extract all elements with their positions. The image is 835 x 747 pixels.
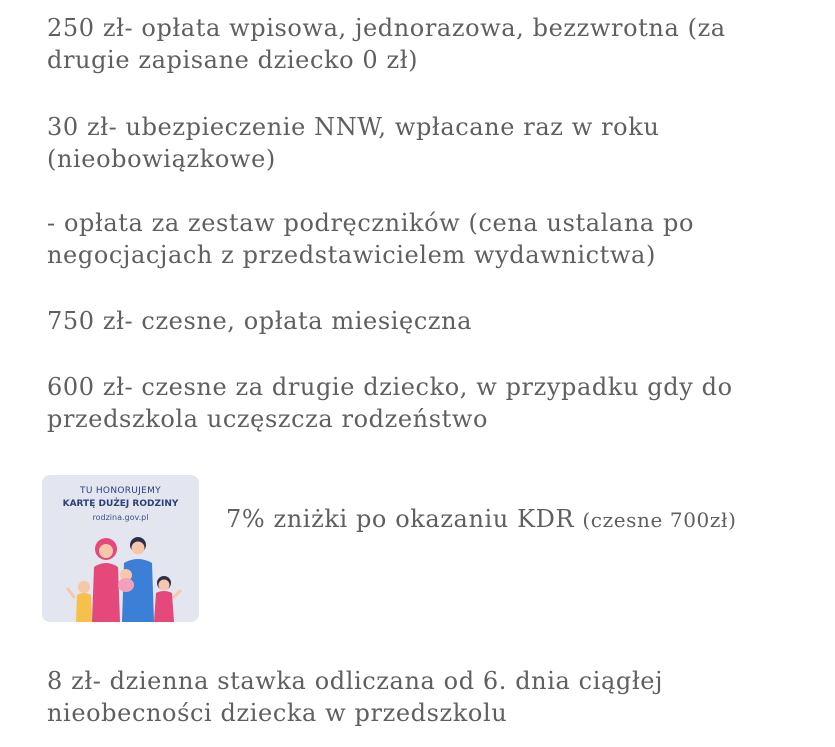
entry-fee-line-2: drugie zapisane dziecko 0 zł)	[47, 46, 419, 74]
books-line-2: negocjacjach z przedstawicielem wydawnictwa)	[47, 241, 656, 269]
kdr-badge-line-2: KARTĘ DUŻEJ RODZINY	[62, 499, 179, 509]
kdr-discount-main: 7% zniżki po okazaniu KDR	[226, 505, 575, 533]
kdr-badge-line-1: TU HONORUJEMY	[80, 486, 161, 496]
sibling-tuition-text	[47, 371, 817, 435]
entry-fee-text	[47, 12, 817, 76]
books-line-1: - opłata za zestaw podręczników (cena ustalana po	[47, 209, 695, 237]
daily-rate-text	[47, 665, 817, 729]
tuition-text	[47, 305, 817, 337]
family-illustration-icon	[64, 527, 184, 622]
sibling-line-2: przedszkola uczęszcza rodzeństwo	[47, 405, 489, 433]
kdr-badge-line-3: rodzina.gov.pl	[92, 513, 149, 522]
kdr-discount-text	[226, 503, 737, 536]
kdr-discount-note: (czesne 700zł)	[582, 508, 737, 532]
daily-rate-line-1: 8 zł- dzienna stawka odliczana od 6. dnia ciągłej	[47, 667, 664, 695]
daily-rate-line-2: nieobecności dziecka w przedszkolu	[47, 699, 508, 727]
entry-fee-line-1: 250 zł- opłata wpisowa, jednorazowa, bezzwrotna (za	[47, 14, 726, 42]
tuition-line: 750 zł- czesne, opłata miesięczna	[47, 307, 473, 335]
books-fee-text	[47, 207, 817, 271]
sibling-line-1: 600 zł- czesne za drugie dziecko, w przypadku gdy do	[47, 373, 733, 401]
insurance-text	[47, 111, 817, 175]
insurance-line-1: 30 zł- ubezpieczenie NNW, wpłacane raz w roku	[47, 113, 660, 141]
kdr-badge-image	[42, 475, 199, 622]
insurance-line-2: (nieobowiązkowe)	[47, 145, 276, 173]
